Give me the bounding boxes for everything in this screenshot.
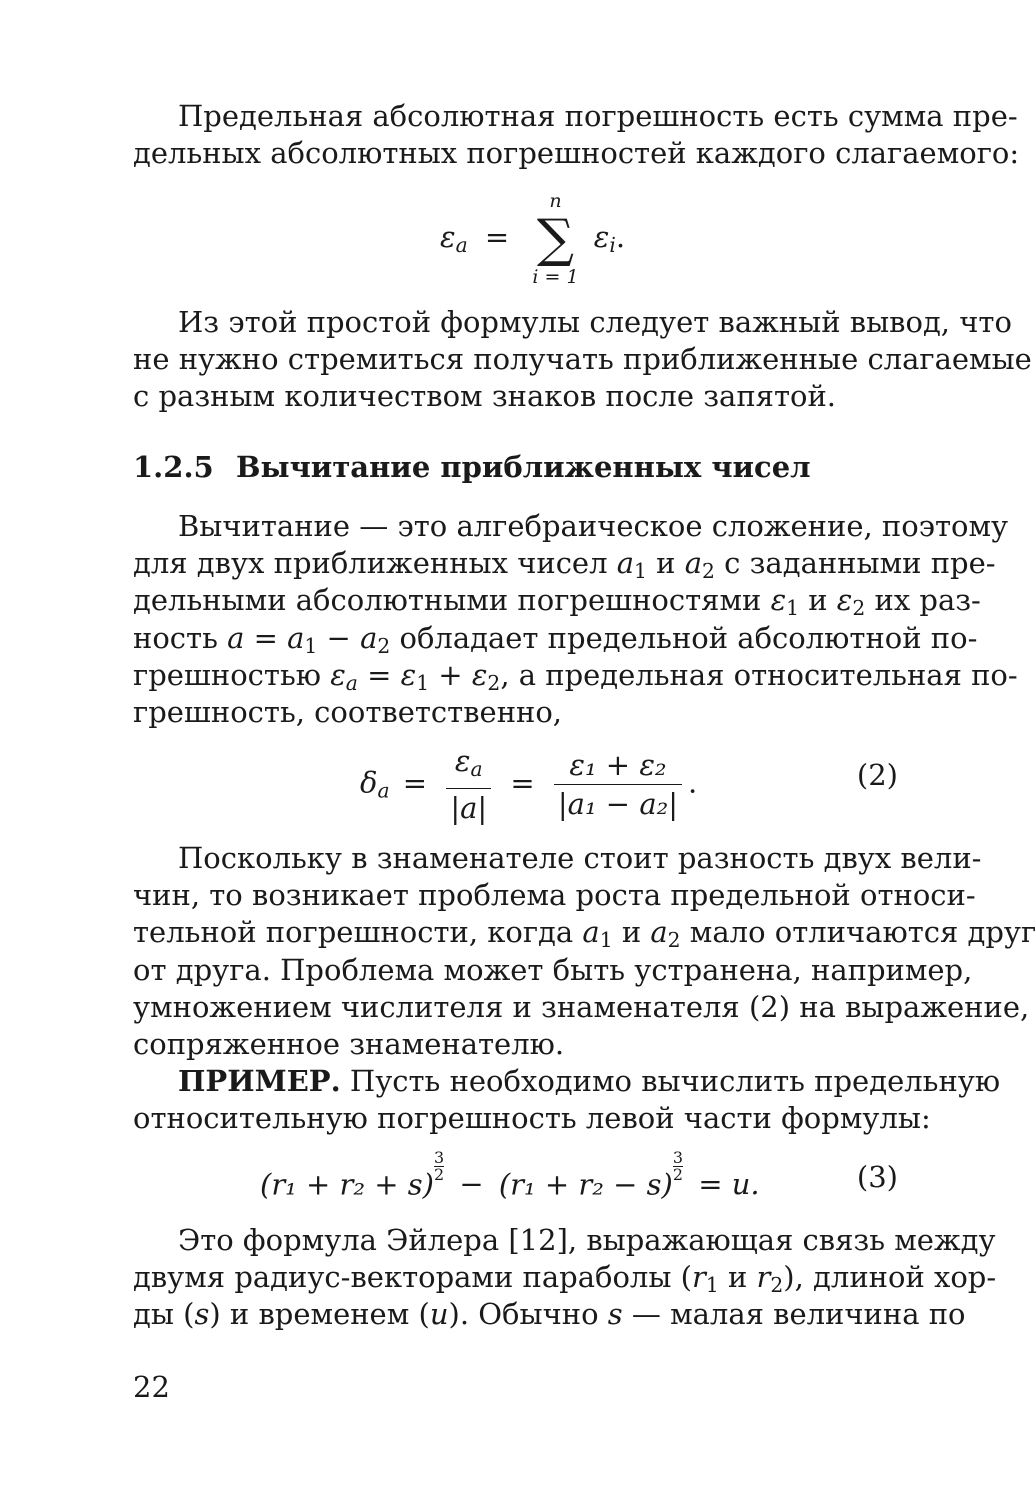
- equals-sign: =: [510, 765, 535, 800]
- sum-lower-limit: i = 1: [532, 266, 579, 288]
- text-line: Вычитание — это алгебраическое сложение, поэтому: [178, 509, 1009, 543]
- formula-term: (r₁ + r₂ + s): [260, 1167, 434, 1202]
- text-line: умножением числителя и знаменателя (2) на выражение,: [133, 989, 1030, 1024]
- text-line: Предельная абсолютная погрешность есть сумма пре-: [178, 99, 1018, 133]
- fraction-2: [554, 746, 682, 823]
- exponent-fraction: 3 2: [672, 1148, 683, 1184]
- formula-lhs-sub: a: [455, 233, 468, 258]
- formula-lhs-sub: a: [377, 778, 390, 803]
- formula-end: .: [688, 765, 698, 800]
- text-line: с разным количеством знаков после запятой.: [133, 379, 837, 414]
- fraction-numerator: εa: [446, 742, 491, 789]
- section-heading: [133, 450, 811, 484]
- text-line: для двух приближенных чисел $a_1$ и $a_2$ с заданными пре-: [133, 546, 996, 584]
- text-line: ность $a = a_1 - a_2$ обладает предельной абсолютной по-: [133, 620, 978, 658]
- equals-sign: =: [484, 220, 510, 254]
- formula-lhs: δ: [360, 765, 378, 800]
- fraction-denominator: |a|: [450, 791, 488, 826]
- section-title: Вычитание приближенных чисел: [236, 450, 811, 484]
- sum-upper-limit: n: [549, 190, 562, 212]
- sigma-symbol: ∑: [536, 209, 575, 269]
- formula-rhs-sub: i: [609, 233, 616, 258]
- text-line: дельных абсолютных погрешностей каждого слагаемого:: [133, 136, 1020, 171]
- formula-euler: [260, 1150, 760, 1201]
- paragraph-5: [133, 1063, 1001, 1137]
- exponent-fraction: 3 2: [433, 1148, 445, 1184]
- equation-number: (2): [856, 758, 898, 792]
- text-line: сопряженное знаменателю.: [133, 1026, 565, 1061]
- text-line: чин, то возникает проблема роста предельной относи-: [133, 878, 976, 913]
- formula-tail: = u.: [698, 1167, 760, 1202]
- formula-lhs: ε: [440, 220, 456, 254]
- example-label: ПРИМЕР.: [178, 1064, 341, 1098]
- text-line: ды (s) и временем (u). Обычно s — малая величина по: [133, 1297, 966, 1332]
- text-line: относительную погрешность левой части формулы:: [133, 1101, 931, 1136]
- formula-sum: [440, 190, 625, 288]
- paragraph-1: [133, 98, 1020, 172]
- text-line: ПРИМЕР. Пусть необходимо вычислить предельную: [178, 1064, 1001, 1098]
- paragraph-6: [133, 1222, 997, 1334]
- section-number: 1.2.5: [133, 450, 214, 484]
- text-line: от друга. Проблема может быть устранена, например,: [133, 952, 973, 987]
- page-number: 22: [133, 1370, 170, 1404]
- minus-sign: −: [459, 1167, 484, 1202]
- text-line: Поскольку в знаменателе стоит разность двух вели-: [178, 841, 982, 875]
- fraction-1: [446, 742, 491, 827]
- text-line: грешностью $\varepsilon a = \varepsilon_1 + \varepsilon_2$, а предельная относительная по-: [133, 657, 1018, 695]
- text-line: дельными абсолютными погрешностями $\varepsilon_1$ и $\varepsilon_2$ их раз-: [133, 583, 981, 621]
- fraction-numerator: ε₁ + ε₂: [554, 746, 682, 785]
- equals-sign: =: [402, 765, 428, 800]
- text-line: тельной погрешности, когда $a_1$ и $a_2$ мало отличаются друг: [133, 915, 1036, 953]
- formula-term: (r₁ + r₂ − s): [498, 1167, 673, 1202]
- sum-operator: [532, 190, 578, 288]
- text-line: Из этой простой формулы следует важный вывод, что: [178, 305, 1012, 339]
- text-line: не нужно стремиться получать приближенные слагаемые: [133, 342, 1032, 377]
- text-line: Это формула Эйлера [12], выражающая связь между: [178, 1223, 996, 1257]
- text-line: грешность, соответственно,: [133, 694, 563, 729]
- paragraph-4: [133, 840, 1036, 1063]
- paragraph-2: [133, 304, 1032, 416]
- paragraph-3: [133, 508, 1018, 731]
- formula-delta: [360, 742, 697, 827]
- formula-end: .: [615, 220, 626, 254]
- equation-number: (3): [856, 1160, 898, 1194]
- text-line: двумя радиус-векторами параболы ($r_1$ и $r_2$), длиной хор-: [133, 1260, 997, 1298]
- fraction-denominator: |a₁ − a₂|: [557, 787, 679, 822]
- formula-rhs: ε: [593, 220, 610, 254]
